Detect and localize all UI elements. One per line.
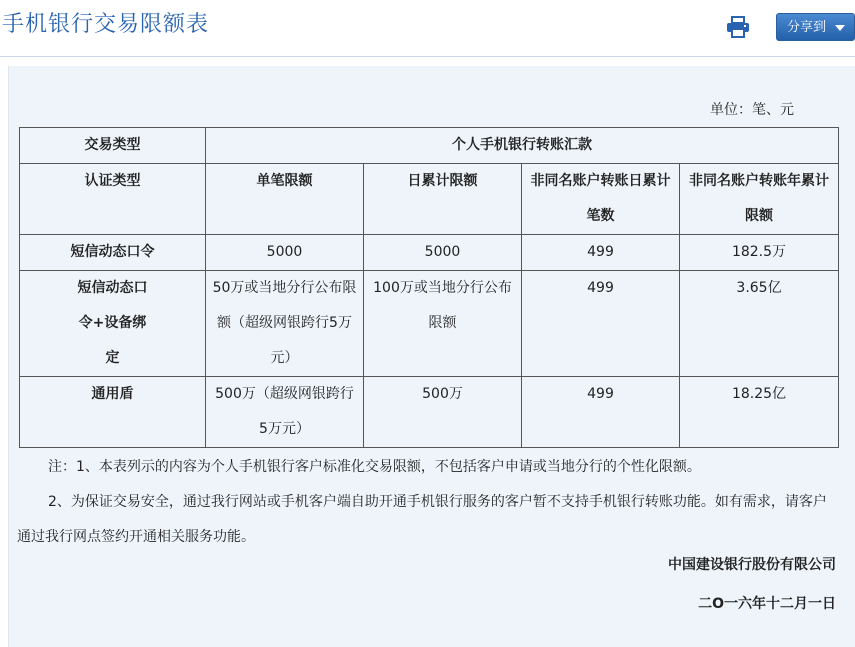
table-row [20, 377, 839, 448]
table-header-single-limit: 单笔限额 [206, 164, 364, 235]
table-row [20, 128, 839, 164]
chevron-down-icon [835, 25, 845, 31]
note-2: 2、为保证交易安全，通过我行网站或手机客户端自助开通手机银行服务的客户暂不支持手机银行转账功能。如有需求，请客户通过我行网点签约开通相关服务功能。 [17, 494, 827, 545]
table-cell-yearly: 18.25亿 [680, 377, 839, 448]
unit-label: 单位：笔、元 [710, 102, 794, 118]
table-cell-daily: 5000 [364, 235, 522, 271]
note-1: 注：1、本表列示的内容为个人手机银行客户标准化交易限额，不包括客户申请或当地分行的个性化限额。 [48, 459, 701, 475]
table-cell-count: 499 [522, 235, 680, 271]
table-cell-auth: 短信动态口令+设备绑定 [20, 271, 206, 377]
share-label: 分享到 [787, 20, 827, 35]
share-button[interactable] [776, 13, 855, 41]
table-header-auth-type: 认证类型 [20, 164, 206, 235]
table-cell-yearly: 182.5万 [680, 235, 839, 271]
table-cell-auth: 短信动态口令 [20, 235, 206, 271]
table-cell-single: 5000 [206, 235, 364, 271]
table-header-daily-count: 非同名账户转账日累计笔数 [522, 164, 680, 235]
table-header-trans-type: 交易类型 [20, 128, 206, 164]
table-cell-count: 499 [522, 271, 680, 377]
page-header [0, 0, 855, 57]
table-cell-auth: 通用盾 [20, 377, 206, 448]
notes [17, 450, 837, 555]
company-name: 中国建设银行股份有限公司 [668, 557, 836, 573]
limits-table [19, 127, 839, 448]
table-header-yearly-limit: 非同名账户转账年累计限额 [680, 164, 839, 235]
printer-icon [726, 16, 750, 38]
table-header-daily-limit: 日累计限额 [364, 164, 522, 235]
table-header-trans-type-value: 个人手机银行转账汇款 [206, 128, 839, 164]
table-cell-single: 50万或当地分行公布限额（超级网银跨行5万元） [206, 271, 364, 377]
table-row [20, 235, 839, 271]
table-cell-count: 499 [522, 377, 680, 448]
table-cell-daily: 100万或当地分行公布限额 [364, 271, 522, 377]
issue-date: 二O一六年十二月一日 [698, 596, 836, 612]
page-title: 手机银行交易限额表 [2, 12, 210, 37]
print-button[interactable] [726, 16, 750, 38]
table-cell-single: 500万（超级网银跨行5万元） [206, 377, 364, 448]
table-cell-daily: 500万 [364, 377, 522, 448]
table-row [20, 271, 839, 377]
table-row [20, 164, 839, 235]
table-cell-yearly: 3.65亿 [680, 271, 839, 377]
